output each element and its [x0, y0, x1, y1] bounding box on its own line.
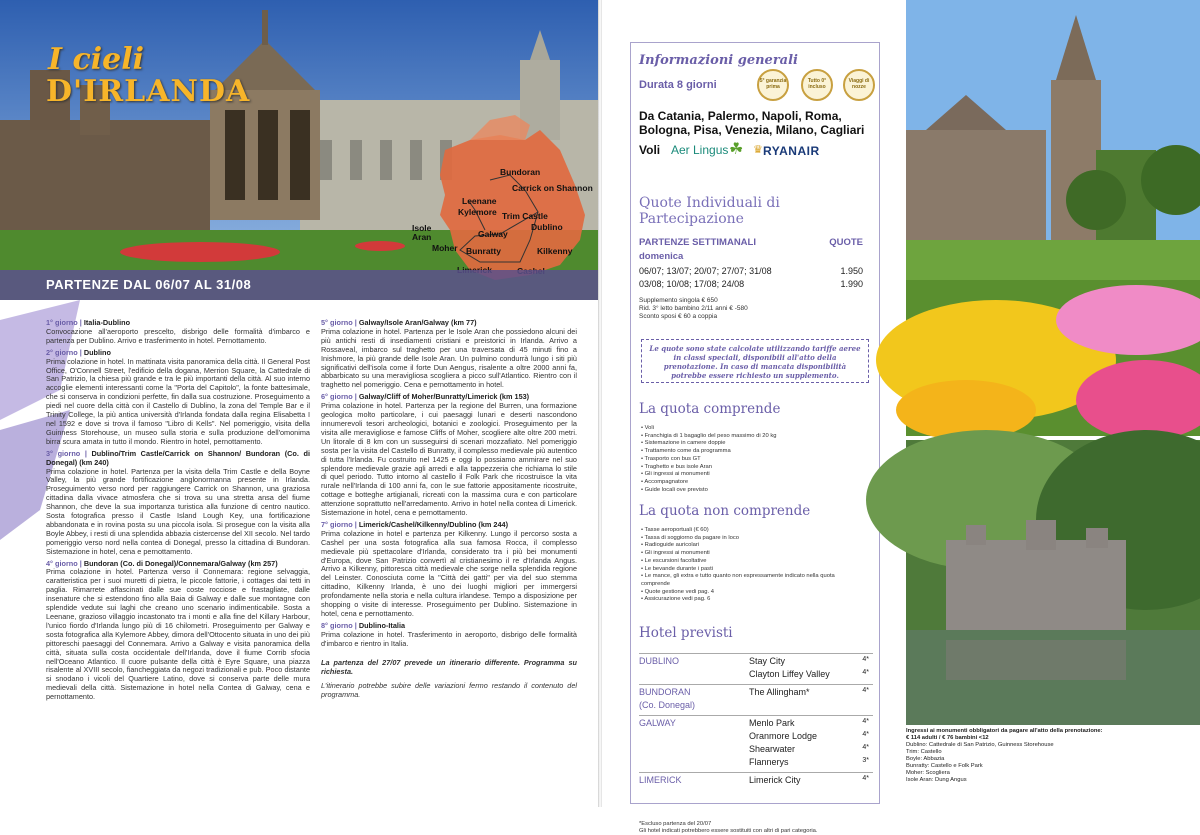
- voli-label: Voli: [639, 143, 661, 157]
- day-4-title: Bundoran (Co. di Donegal)/Connemara/Galway (km 257): [83, 558, 278, 568]
- comprende-list: [641, 425, 776, 494]
- hotel-row: [639, 775, 873, 788]
- divider: [639, 684, 873, 685]
- day-6-text: Prima colazione in hotel. Partenza per la regione del Burren, una formazione geologica molto particolare, i cui paesaggi lunari e deserti nascondono innumerevoli tesori archeologici, botanici e zoologici. Proseguimento per la visita alle meravigliose e famose Cliffs of Moher, scogliere alte oltre 200 metri. Un litorale di 8 km con un susseguirsi di scenari mozzafiato. Nel pomeriggio sosta per la visita del Castello di Bunratty, il complesso medievale più autentico di tutta l'Irlanda. Fu costruito nel 1425 e oggi lo possiamo ammirare nel suo splendore medievale grazie agli arredi e alla tappezzeria che richiama lo stile di quel periodo. Tutto intorno al castello il Folk Park che ricostruisce la vita rurale nell'Irlanda di 100 anni fa, con le sue fattorie appositamente ricostruite, cottage e botteghe artigianali, ricreati con la massima cura e con particolare attenzione soprattutto nell'arredamento. Arrivo in hotel nella contea di Limerick. Sistemazione in hotel, cena e pernottamento.: [321, 401, 577, 518]
- aer-lingus-logo: Aer Lingus: [671, 143, 729, 157]
- monuments-caption: [906, 728, 1196, 784]
- footnote-2: Gli hotel indicati potrebbero essere sostituiti con altri di pari categoria.: [639, 828, 818, 834]
- day-8-title: Dublino-Italia: [358, 620, 406, 630]
- day-6-number: 6° giorno |: [321, 392, 357, 402]
- divider: [639, 772, 873, 773]
- hotel-stars: 4*: [862, 718, 869, 725]
- supplement-singola: Supplemento singola € 650: [639, 297, 718, 304]
- hotel-name: Limerick City: [749, 775, 801, 785]
- list-item: • Voli: [641, 425, 776, 433]
- day-5-title: Galway/Isole Aran/Galway (km 77): [358, 318, 477, 327]
- hotel-name: Oranmore Lodge: [749, 731, 818, 741]
- price-row-dates: 03/08; 10/08; 17/08; 24/08: [639, 279, 745, 289]
- list-item: • Radioguide auricolari: [641, 542, 841, 550]
- list-item: • Trasporto con bus GT: [641, 456, 776, 464]
- list-item: • Le escursioni facoltative: [641, 558, 841, 566]
- cathedral-garden-photo: [906, 0, 1200, 436]
- caption-item: Isole Aran: Dung Angus: [906, 777, 967, 783]
- hotel-row: [639, 700, 873, 713]
- day-3-title: Dublino/Trim Castle/Carrick on Shannon/ Bundoran (Co. di Donegal) (km 240): [46, 448, 310, 467]
- partenze-header: [639, 237, 871, 248]
- domenica-label: domenica: [639, 251, 684, 262]
- list-item: • Traghetto e bus isole Aran: [641, 464, 776, 472]
- durata: Durata 8 giorni: [639, 79, 717, 91]
- day-7-title: Limerick/Cashel/Kilkenny/Dublino (km 244): [358, 519, 509, 529]
- price-row-dates: 06/07; 13/07; 20/07; 27/07; 31/08: [639, 266, 772, 276]
- hotel-stars: 4*: [862, 775, 869, 782]
- hotel-stars: 3*: [862, 757, 869, 764]
- map-city-kilkenny: Kilkenny: [537, 246, 573, 256]
- list-item: • Franchigia di 1 bagaglio del peso massimo di 20 kg: [641, 433, 776, 441]
- day-8-number: 8° giorno |: [321, 620, 357, 630]
- hotel-city: LIMERICK: [639, 775, 682, 785]
- hotel-city: (Co. Donegal): [639, 700, 696, 710]
- page-spine: [598, 0, 602, 807]
- map-city-moher: Moher: [432, 243, 458, 253]
- caption-item: Dublino: Cattedrale di San Patrizio, Guinness Storehouse: [906, 742, 1054, 748]
- hotel-title: Hotel previsti: [639, 625, 733, 641]
- day-2-number: 2° giorno |: [46, 347, 82, 357]
- info-box: [630, 42, 880, 834]
- hero-photo: [0, 0, 600, 300]
- caption-item: Trim: Castello: [906, 749, 942, 755]
- hotel-row: [639, 757, 873, 770]
- list-item: • Accompagnatore: [641, 479, 776, 487]
- departure-cities: Da Catania, Palermo, Napoli, Roma, Bologna, Pisa, Venezia, Milano, Cagliari: [639, 109, 865, 137]
- list-item: • Sistemazione in camere doppie: [641, 440, 776, 448]
- tariffe-note: Le quote sono state calcolate utilizzando tariffe aeree in classi speciali, disponibili all'atto della prenotazione. In caso di mancata disponibilità potrebbe essere richiesto un supplemento.: [641, 339, 869, 383]
- day-1-number: 1° giorno |: [46, 318, 82, 327]
- medal-tutto-incluso-icon: Tutto 0° incluso: [801, 69, 833, 101]
- hotel-name: Stay City: [749, 656, 786, 666]
- non-comprende-title: La quota non comprende: [639, 503, 811, 519]
- day-4-number: 4° giorno |: [46, 558, 82, 568]
- map-city-bunratty: Bunratty: [466, 246, 501, 256]
- hotel-city: GALWAY: [639, 718, 676, 728]
- hotel-footnote: [639, 821, 818, 835]
- medal-viaggi-nozze-icon: Viaggi di nozze: [843, 69, 875, 101]
- hotel-row: [639, 669, 873, 682]
- day-6-title: Galway/Cliff of Moher/Bunratty/Limerick (km 153): [358, 392, 530, 402]
- day-1-title: Italia-Dublino: [83, 318, 131, 327]
- ryanair-harp-icon: ♛: [753, 144, 763, 156]
- hotel-city: DUBLINO: [639, 656, 680, 666]
- hotel-row: [639, 718, 873, 731]
- hotel-city: BUNDORAN: [639, 687, 691, 697]
- title-line-2: D'IRLANDA: [46, 74, 251, 109]
- day-5-text: Prima colazione in hotel. Partenza per le Isole Aran che possiedono alcuni dei più antichi resti di insediamenti cristiani e preistorici in Irlanda. Arrivo a Rossaveal, imbarco sul traghetto per una traversata di 45 minuti fino a Inishmore, la più grande delle Isole Aran. Un pulmino condurrà lungo i siti più significativi dell'isola come il forte Dun Aengus, risalente a oltre 2000 anni fa, abbarbicato su una meravigliosa scogliera a picco sull'Atlantico. Rientro con il traghetto nel pomeriggio. Cena e pernottamento in hotel.: [321, 326, 577, 390]
- supplements: [639, 297, 748, 321]
- day-3-text: Prima colazione in hotel. Partenza per la visita della Trim Castle e della Boyne Valley, la più grande fortificazione anglonormanna presente in Irlanda. Proseguimento verso nord per raggiungere Carrick on Shannon, una graziosa cittadina dalla vivace atmosfera che si trova su una stretta ansa del fiume Shannon, che deve la sua importanza turistica alla funzione di centro nautico. Sosta fotografica presso il Castle Island Lough Key, una fortificazione abbandonata e in rovina posta su una piccola isola. Si prosegue con la visita alla Boyle Abbey, i resti di una splendida abbazia cistercense del XII secolo. Nel tardo pomeriggio verso nord nella contea di Donegal, presso la cittadina di Bundoran. Sistemazione in hotel, cena e pernottamento.: [46, 466, 310, 556]
- list-item: • Assicurazione vedi pag. 6: [641, 596, 841, 604]
- title-line-1: I cieli: [48, 42, 145, 77]
- hotel-row: [639, 687, 873, 700]
- day-3-heading: [46, 450, 310, 468]
- hotel-name: Menlo Park: [749, 718, 795, 728]
- hotel-stars: 4*: [862, 656, 869, 663]
- list-item: • Trattamento come da programma: [641, 448, 776, 456]
- riduzione-bambino: Rid. 3° letto bambino 2/11 anni € -580: [639, 305, 748, 312]
- non-comprende-list: [641, 527, 841, 604]
- sconto-sposi: Sconto sposi € 60 a coppia: [639, 313, 718, 320]
- quote-label: QUOTE: [829, 237, 863, 248]
- price-row: [639, 266, 871, 276]
- hotel-stars: 4*: [862, 687, 869, 694]
- kylemore-abbey-photo: [906, 440, 1200, 725]
- comprende-title: La quota comprende: [639, 401, 781, 417]
- caption-item: Boyle: Abbazia: [906, 756, 945, 762]
- left-page: [0, 0, 600, 807]
- list-item: • Le bevande durante i pasti: [641, 566, 841, 574]
- map-city-leenane: Leenane: [462, 196, 497, 206]
- day-7-number: 7° giorno |: [321, 519, 357, 529]
- hotel-stars: 4*: [862, 669, 869, 676]
- hotel-name: Flannerys: [749, 757, 789, 767]
- price-row-value: 1.990: [840, 279, 863, 289]
- day-2-title: Dublino: [83, 347, 111, 357]
- list-item: • Gli ingressi ai monumenti: [641, 471, 776, 479]
- itinerary-column-2: [321, 316, 577, 700]
- itinerary-column-1: [46, 316, 310, 702]
- hotel-stars: 4*: [862, 744, 869, 751]
- day-3-number: 3° giorno |: [46, 448, 87, 458]
- hotel-name: Clayton Liffey Valley: [749, 669, 830, 679]
- ryanair-logo: RYANAIR: [763, 144, 820, 158]
- right-page: [600, 0, 1200, 834]
- map-city-dublino: Dublino: [531, 222, 563, 232]
- hotel-row: [639, 731, 873, 744]
- info-title: Informazioni generali: [639, 53, 798, 68]
- caption-price: € 114 adulti / € 76 bambini <12: [906, 735, 989, 741]
- medal-garanzia-icon: 5° garanzia prima: [757, 69, 789, 101]
- map-city-bundoran: Bundoran: [500, 167, 541, 177]
- footnote-1: *Escluso partenza del 20/07: [639, 821, 712, 827]
- caption-item: Moher: Scogliera: [906, 770, 950, 776]
- price-row: [639, 279, 871, 289]
- day-8-text: Prima colazione in hotel. Trasferimento in aeroporto, disbrigo delle formalità d'imbarco e rientro in Italia.: [321, 629, 577, 648]
- note-partenza: La partenza del 27/07 prevede un itinerario differente. Programma su richiesta.: [321, 657, 577, 676]
- day-1-text: Convocazione all'aeroporto prescelto, disbrigo delle formalità d'imbarco e partenza per Dublino. Arrivo e trasferimento in hotel. Pernottamento.: [46, 326, 310, 345]
- note-itinerario: L'itinerario potrebbe subire delle variazioni fermo restando il contenuto del programma.: [321, 681, 577, 700]
- hotel-row: [639, 656, 873, 669]
- caption-item: Bunratty: Castello e Folk Park: [906, 763, 983, 769]
- map-city-trim: Trim Castle: [502, 211, 548, 221]
- map-city-kylemore: Kylemore: [458, 207, 497, 217]
- day-5-number: 5° giorno |: [321, 318, 357, 327]
- list-item: • Guide locali ove previsto: [641, 487, 776, 495]
- divider: [639, 715, 873, 716]
- partenze-banner: PARTENZE DAL 06/07 AL 31/08: [0, 270, 600, 300]
- price-row-value: 1.950: [840, 266, 863, 276]
- quote-title: Quote Individuali di Partecipazione: [639, 195, 780, 227]
- divider: [639, 653, 873, 654]
- hotel-stars: 4*: [862, 731, 869, 738]
- list-item: • Tasse aeroportuali (€ 60): [641, 527, 841, 535]
- day-2-text: Prima colazione in hotel. In mattinata visita panoramica della città. Il General Post Office, O'Connell Street, l'edificio della dogana, Merrion Square, la Cattedrale di San Patrizio, la chiesa più grande e tra le più importanti della città. Al suo interno accoglie elementi interessanti come la "Porta del Capitolo", la fonte battesimale, che si conserva in condizioni perfette, fin dalla sua costruzione. Proseguimento a piedi nel cuore della città con il Castello di Dublino, la zona del Temple Bar e il Trinity College, la più antica università d'Irlanda fondata dalla regina Elisabetta I nel 1592 e dove si trova il famoso "Libro di Kells". Nel pomeriggio, visita della Guinness Storehouse, un museo sulla storia e sulla produzione dell'omonima birra scura amata in tutto il mondo. Rientro in hotel, pernottamento.: [46, 356, 310, 446]
- day-7-text: Prima colazione in hotel e partenza per Kilkenny. Lungo il percorso sosta a Cashel per una sosta fotografica alla sua famosa Rocca, il complesso medievale più spettacolare d'Irlanda, considerato tra i più bei monumenti d'Europa, dove San Patrizio convertì al cristianesimo il re d'Irlanda Angus. Arrivo a Kilkenny, pittoresca città medievale che sorge nella splendida regione del Leinster. Conosciuta come la "Città dei gatti" per via del suo stemma cittadino, Kilkenny Irlanda, è uno dei luoghi migliori per immergersi profondamente nella storia e nella cultura irlandese. Tempo a disposizione per shopping o visite di interesse. Proseguimento per Dublino. Sistemazione in hotel, cena e pernottamento.: [321, 528, 577, 618]
- day-4-text: Prima colazione in hotel. Partenza verso il Connemara: regione selvaggia, caratteristica per i suoi muretti di pietra, le piccole fattorie, i cottages dai tetti in paglia. Rimarrete affascinati dalle sue coste rocciose e frastagliate, dalle insenature che si estendono fino alla Baia di Galway e dalle sue montagne con splendide vedute sui laghi che creano uno scenario indimenticabile. Sosta a Leenane, grazioso villaggio incastonato tra i monti e alla fine del Killary Harbour, l'unico fiordo d'Irlanda lungo più di 16 chilometri. Proseguimento per Galway e sosta fotografica alla Kylemore Abbey, dimora dell'Ottocento situata in uno dei più pittoreschi paesaggi del Connemara. Arrivo a Galway e visita panoramica della città, situata sulla costa occidentale dell'Irlanda, dove il fiume Corrib sfocia nell'Oceano Atlantico. Il cuore pulsante della città è Eyre Square, una piazza risalente al XVIII secolo, fiancheggiata da negozi tradizionali e pub. Poco distante si snodano i vicoli del Quartiere Latino, dove si conserva parte delle mura medievali della città. Sistemazione in hotel nella Contea di Galway, cena e pernottamento.: [46, 567, 310, 702]
- hotel-name: Shearwater: [749, 744, 796, 754]
- hotel-name: The Allingham*: [749, 687, 810, 697]
- caption-title: Ingressi ai monumenti obbligatori da pagare all'atto della prenotazione:: [906, 728, 1103, 734]
- map-city-carrick: Carrick on Shannon: [512, 183, 593, 193]
- list-item: • Quote gestione vedi pag. 4: [641, 589, 841, 597]
- partenze-label: PARTENZE SETTIMANALI: [639, 237, 756, 248]
- shamrock-icon: ☘: [729, 141, 744, 158]
- hotel-table: [639, 651, 873, 788]
- list-item: • Gli ingressi ai monumenti: [641, 550, 841, 558]
- list-item: • Tassa di soggiorno da pagare in loco: [641, 535, 841, 543]
- hotel-row: [639, 744, 873, 757]
- map-city-aran: Isole Aran: [412, 223, 432, 242]
- list-item: • Le mance, gli extra e tutto quanto non espressamente indicato nella quota comprende: [641, 573, 841, 588]
- map-city-galway: Galway: [478, 229, 508, 239]
